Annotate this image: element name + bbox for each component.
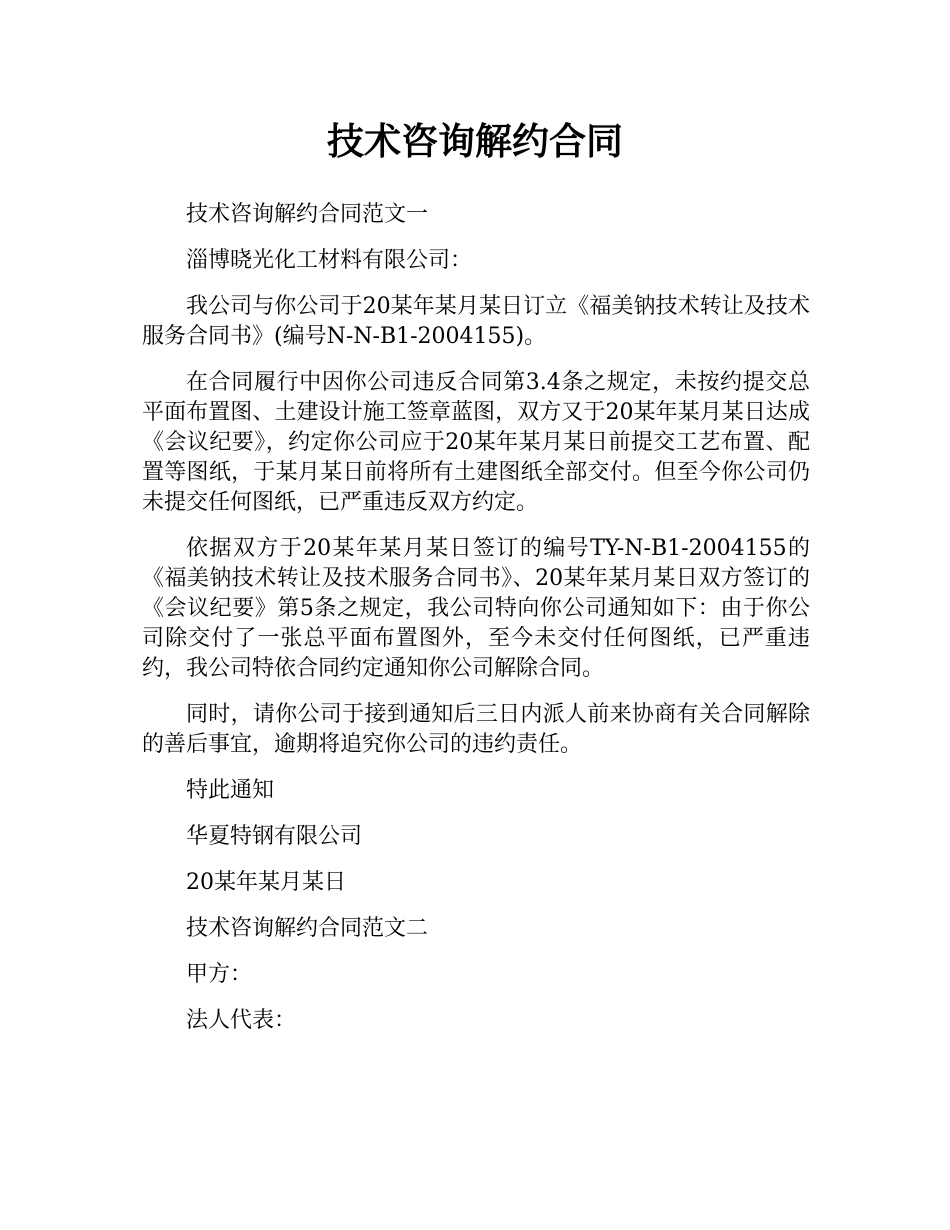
paragraph-termination-notice: 依据双方于20某年某月某日签订的编号TY-N-B1-2004155的《福美钠技术转让及技术服务合同书》、20某年某月某日双方签订的《会议纪要》第5条之规定，我公司特向你公司通知如下：由于你公司除交付了一张总平面布置图外，至今未交付任何图纸，已严重违约，我公司特依合同约定通知你公司解除合同。 xyxy=(142,536,810,681)
notice-date: 20某年某月某日 xyxy=(186,870,346,895)
paragraph-followup-request: 同时，请你公司于接到通知后三日内派人前来协商有关合同解除的善后事宜，逾期将追究你公司的违约责任。 xyxy=(142,702,810,757)
section-heading-sample-two: 技术咨询解约合同范文二 xyxy=(186,916,429,941)
section-heading-sample-one: 技术咨询解约合同范文一 xyxy=(186,202,429,227)
party-a-label: 甲方： xyxy=(186,962,253,987)
paragraph-contract-reference: 我公司与你公司于20某年某月某日订立《福美钠技术转让及技术服务合同书》(编号N-N-B1-2004155)。 xyxy=(142,294,810,349)
paragraph-breach-details: 在合同履行中因你公司违反合同第3.4条之规定，未按约提交总平面布置图、土建设计施工签章蓝图，双方又于20某年某月某日达成《会议纪要》，约定你公司应于20某年某月某日前提交工艺布置、配置等图纸，于某月某日前将所有土建图纸全部交付。但至今你公司仍未提交任何图纸，已严重违反双方约定。 xyxy=(142,370,810,515)
sender-company: 华夏特钢有限公司 xyxy=(186,824,363,849)
document-body xyxy=(142,200,810,1052)
document-title: 技术咨询解约合同 xyxy=(327,119,623,163)
recipient-line: 淄博晓光化工材料有限公司： xyxy=(186,248,473,273)
legal-representative-label: 法人代表： xyxy=(186,1008,297,1033)
closing-notice: 特此通知 xyxy=(186,778,275,803)
